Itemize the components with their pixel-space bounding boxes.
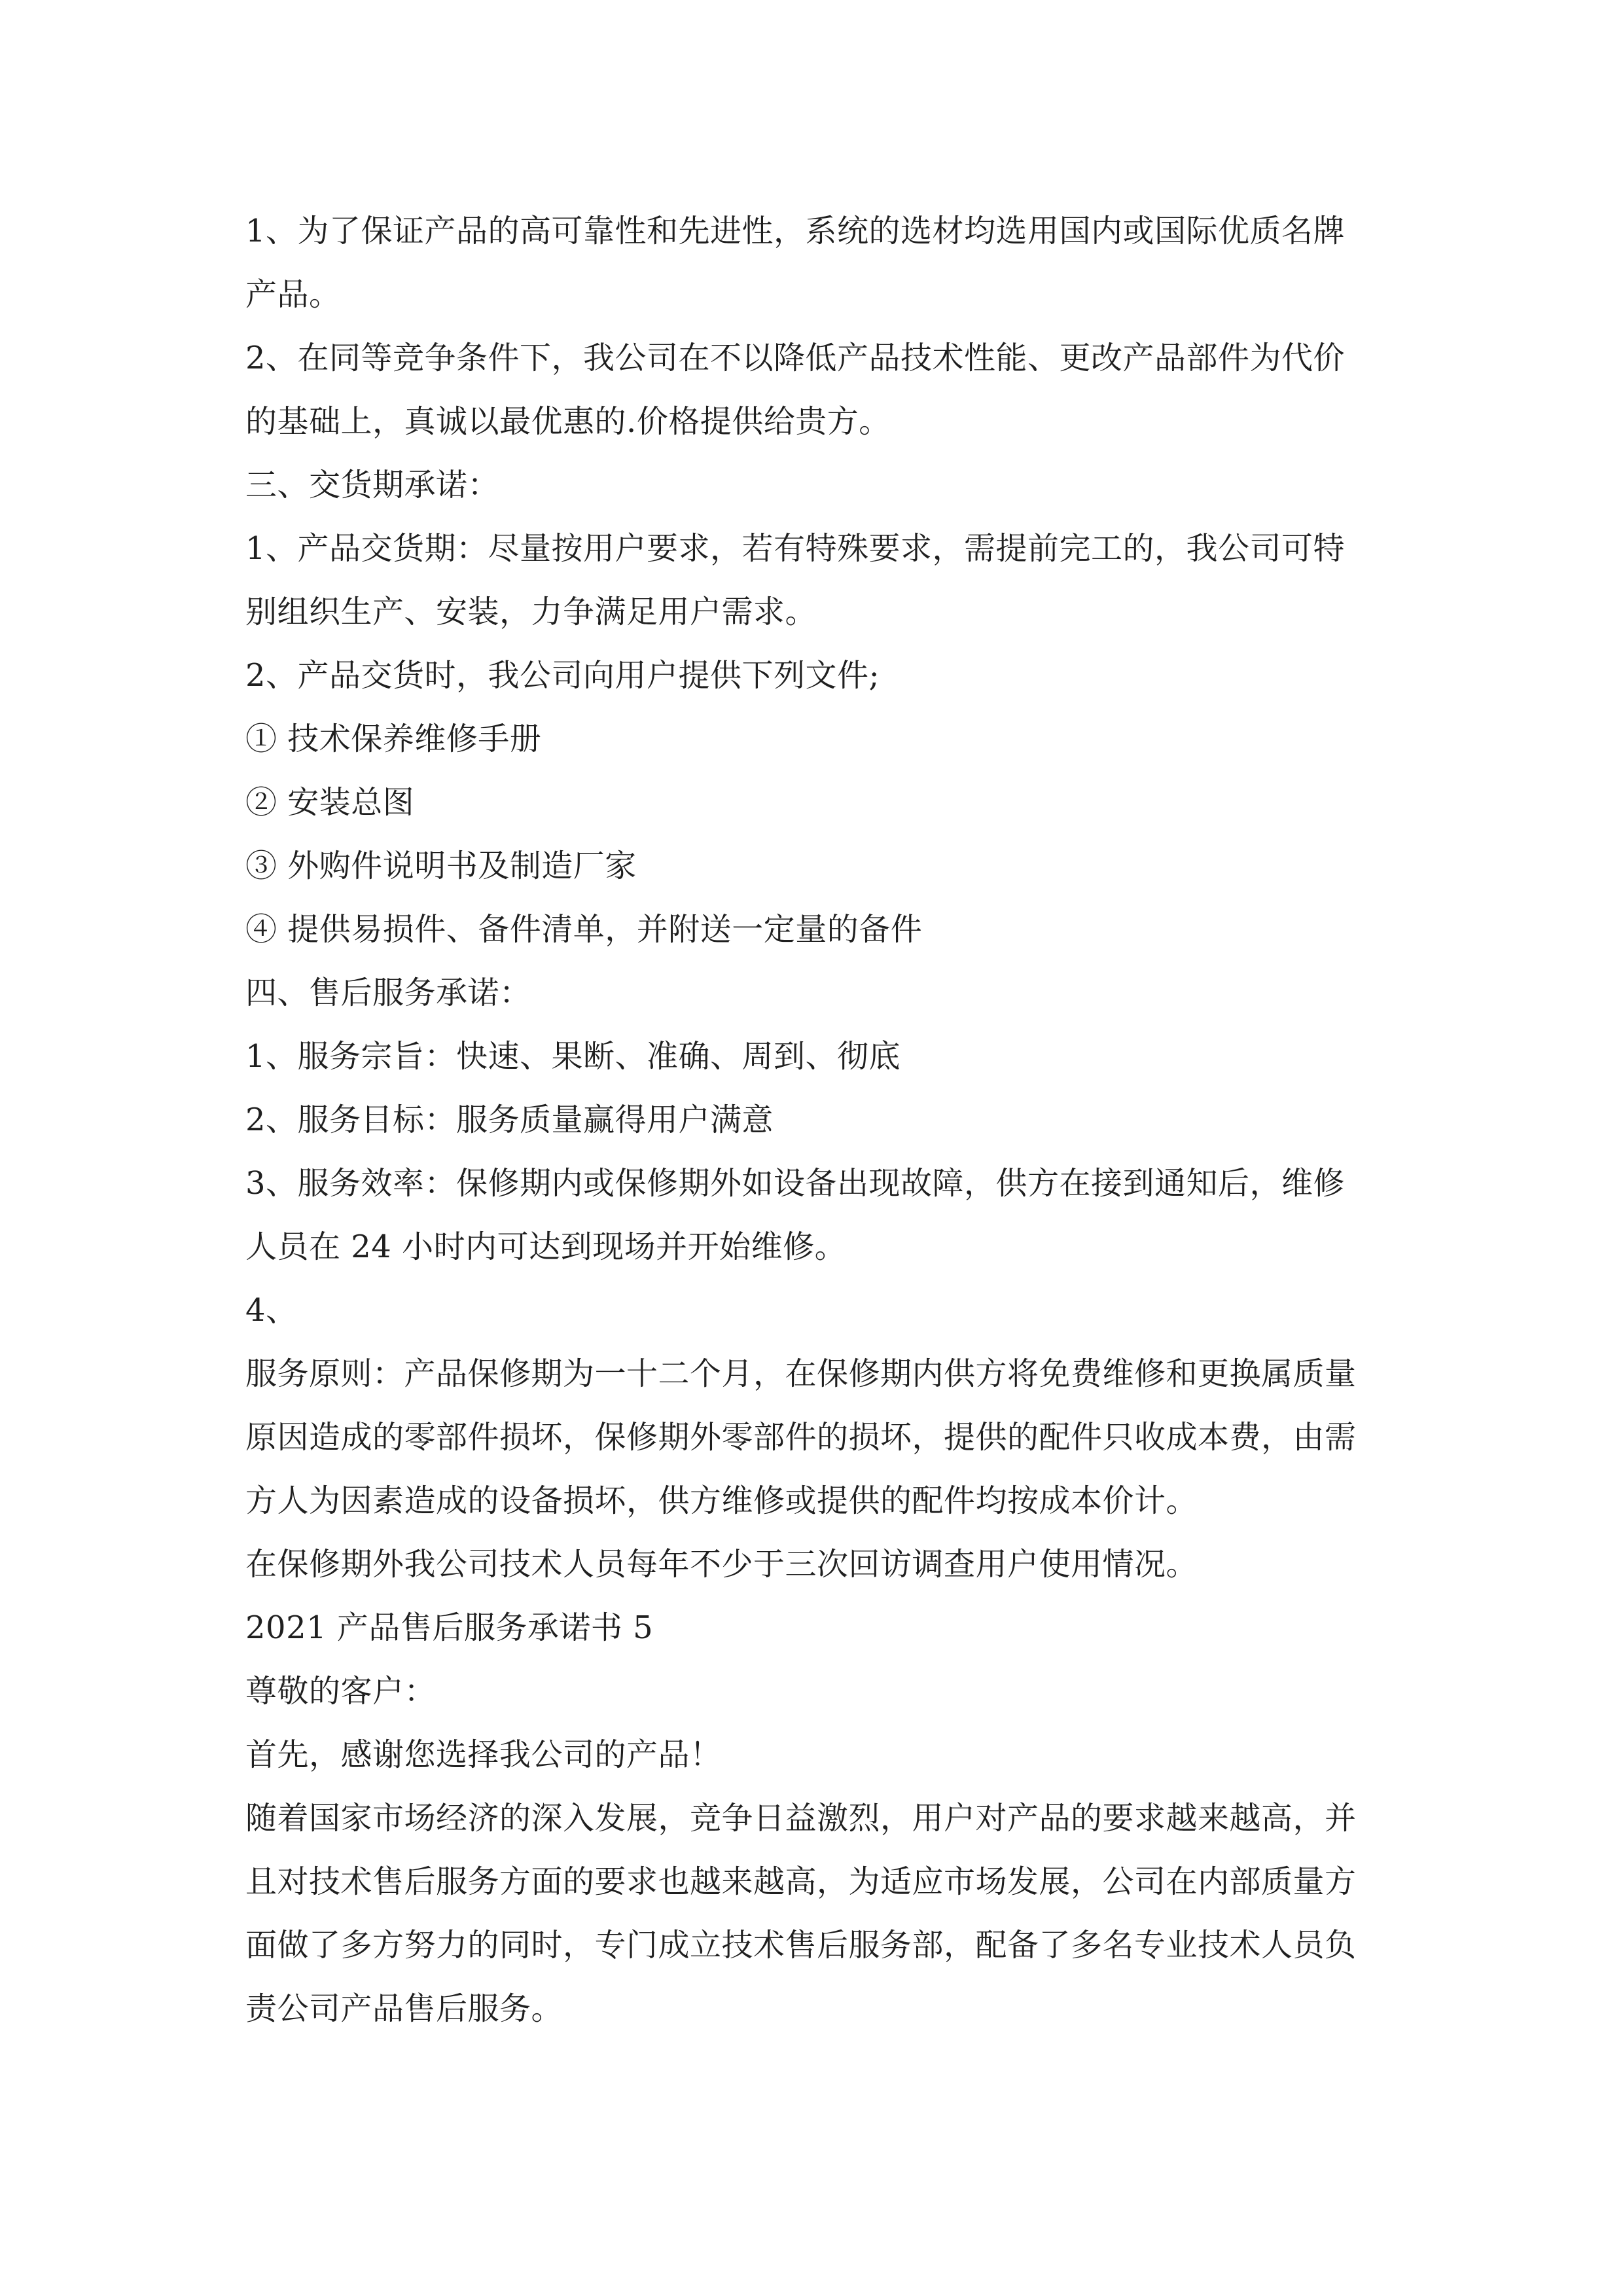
section-heading: 四、售后服务承诺： [245, 975, 531, 1011]
text-line: 首先，感谢您选择我公司的产品！ [245, 1736, 722, 1773]
text-line: 责公司产品售后服务。 [245, 1990, 563, 2027]
text-line: 面做了多方努力的同时，专门成立技术售后服务部，配备了多名专业技术人员负 [245, 1927, 1357, 1964]
text-line: 别组织生产、安装，力争满足用户需求。 [245, 594, 817, 630]
text-line: 产品。 [245, 276, 341, 313]
list-item: ③ 外购件说明书及制造厂家 [245, 848, 637, 884]
text-line: 3、服务效率：保修期内或保修期外如设备出现故障，供方在接到通知后，维修 [245, 1165, 1346, 1202]
text-line: 2、在同等竞争条件下，我公司在不以降低产品技术性能、更改产品部件为代价 [245, 340, 1346, 376]
list-item: ① 技术保养维修手册 [245, 721, 542, 757]
document-title: 2021 产品售后服务承诺书 5 [245, 1609, 654, 1646]
text-line: 1、产品交货期：尽量按用户要求，若有特殊要求，需提前完工的，我公司可特 [245, 530, 1346, 567]
text-line: 的基础上，真诚以最优惠的.价格提供给贵方。 [245, 403, 891, 440]
text-line: 原因造成的零部件损坏，保修期外零部件的损坏，提供的配件只收成本费，由需 [245, 1419, 1357, 1456]
text-line: 且对技术售后服务方面的要求也越来越高，为适应市场发展，公司在内部质量方 [245, 1863, 1357, 1900]
text-line: 2、产品交货时，我公司向用户提供下列文件; [245, 657, 880, 694]
text-line: 2、服务目标：服务质量赢得用户满意 [245, 1102, 774, 1138]
text-line: 4、 [245, 1292, 298, 1329]
list-item: ② 安装总图 [245, 784, 415, 821]
text-line: 人员在 24 小时内可达到现场并开始维修。 [245, 1229, 847, 1265]
document-body [245, 200, 1384, 2041]
text-line: 随着国家市场经济的深入发展，竞争日益激烈，用户对产品的要求越来越高，并 [245, 1800, 1357, 1837]
text-line: 1、服务宗旨：快速、果断、准确、周到、彻底 [245, 1038, 901, 1075]
text-line: 1、为了保证产品的高可靠性和先进性，系统的选材均选用国内或国际优质名牌 [245, 213, 1346, 249]
text-line: 服务原则：产品保修期为一十二个月，在保修期内供方将免费维修和更换属质量 [245, 1355, 1357, 1392]
section-heading: 三、交货期承诺： [245, 467, 500, 503]
text-line: 在保修期外我公司技术人员每年不少于三次回访调查用户使用情况。 [245, 1546, 1198, 1583]
text-line: 方人为因素造成的设备损坏，供方维修或提供的配件均按成本价计。 [245, 1482, 1198, 1519]
salutation: 尊敬的客户： [245, 1673, 437, 1710]
list-item: ④ 提供易损件、备件清单，并附送一定量的备件 [245, 911, 923, 948]
